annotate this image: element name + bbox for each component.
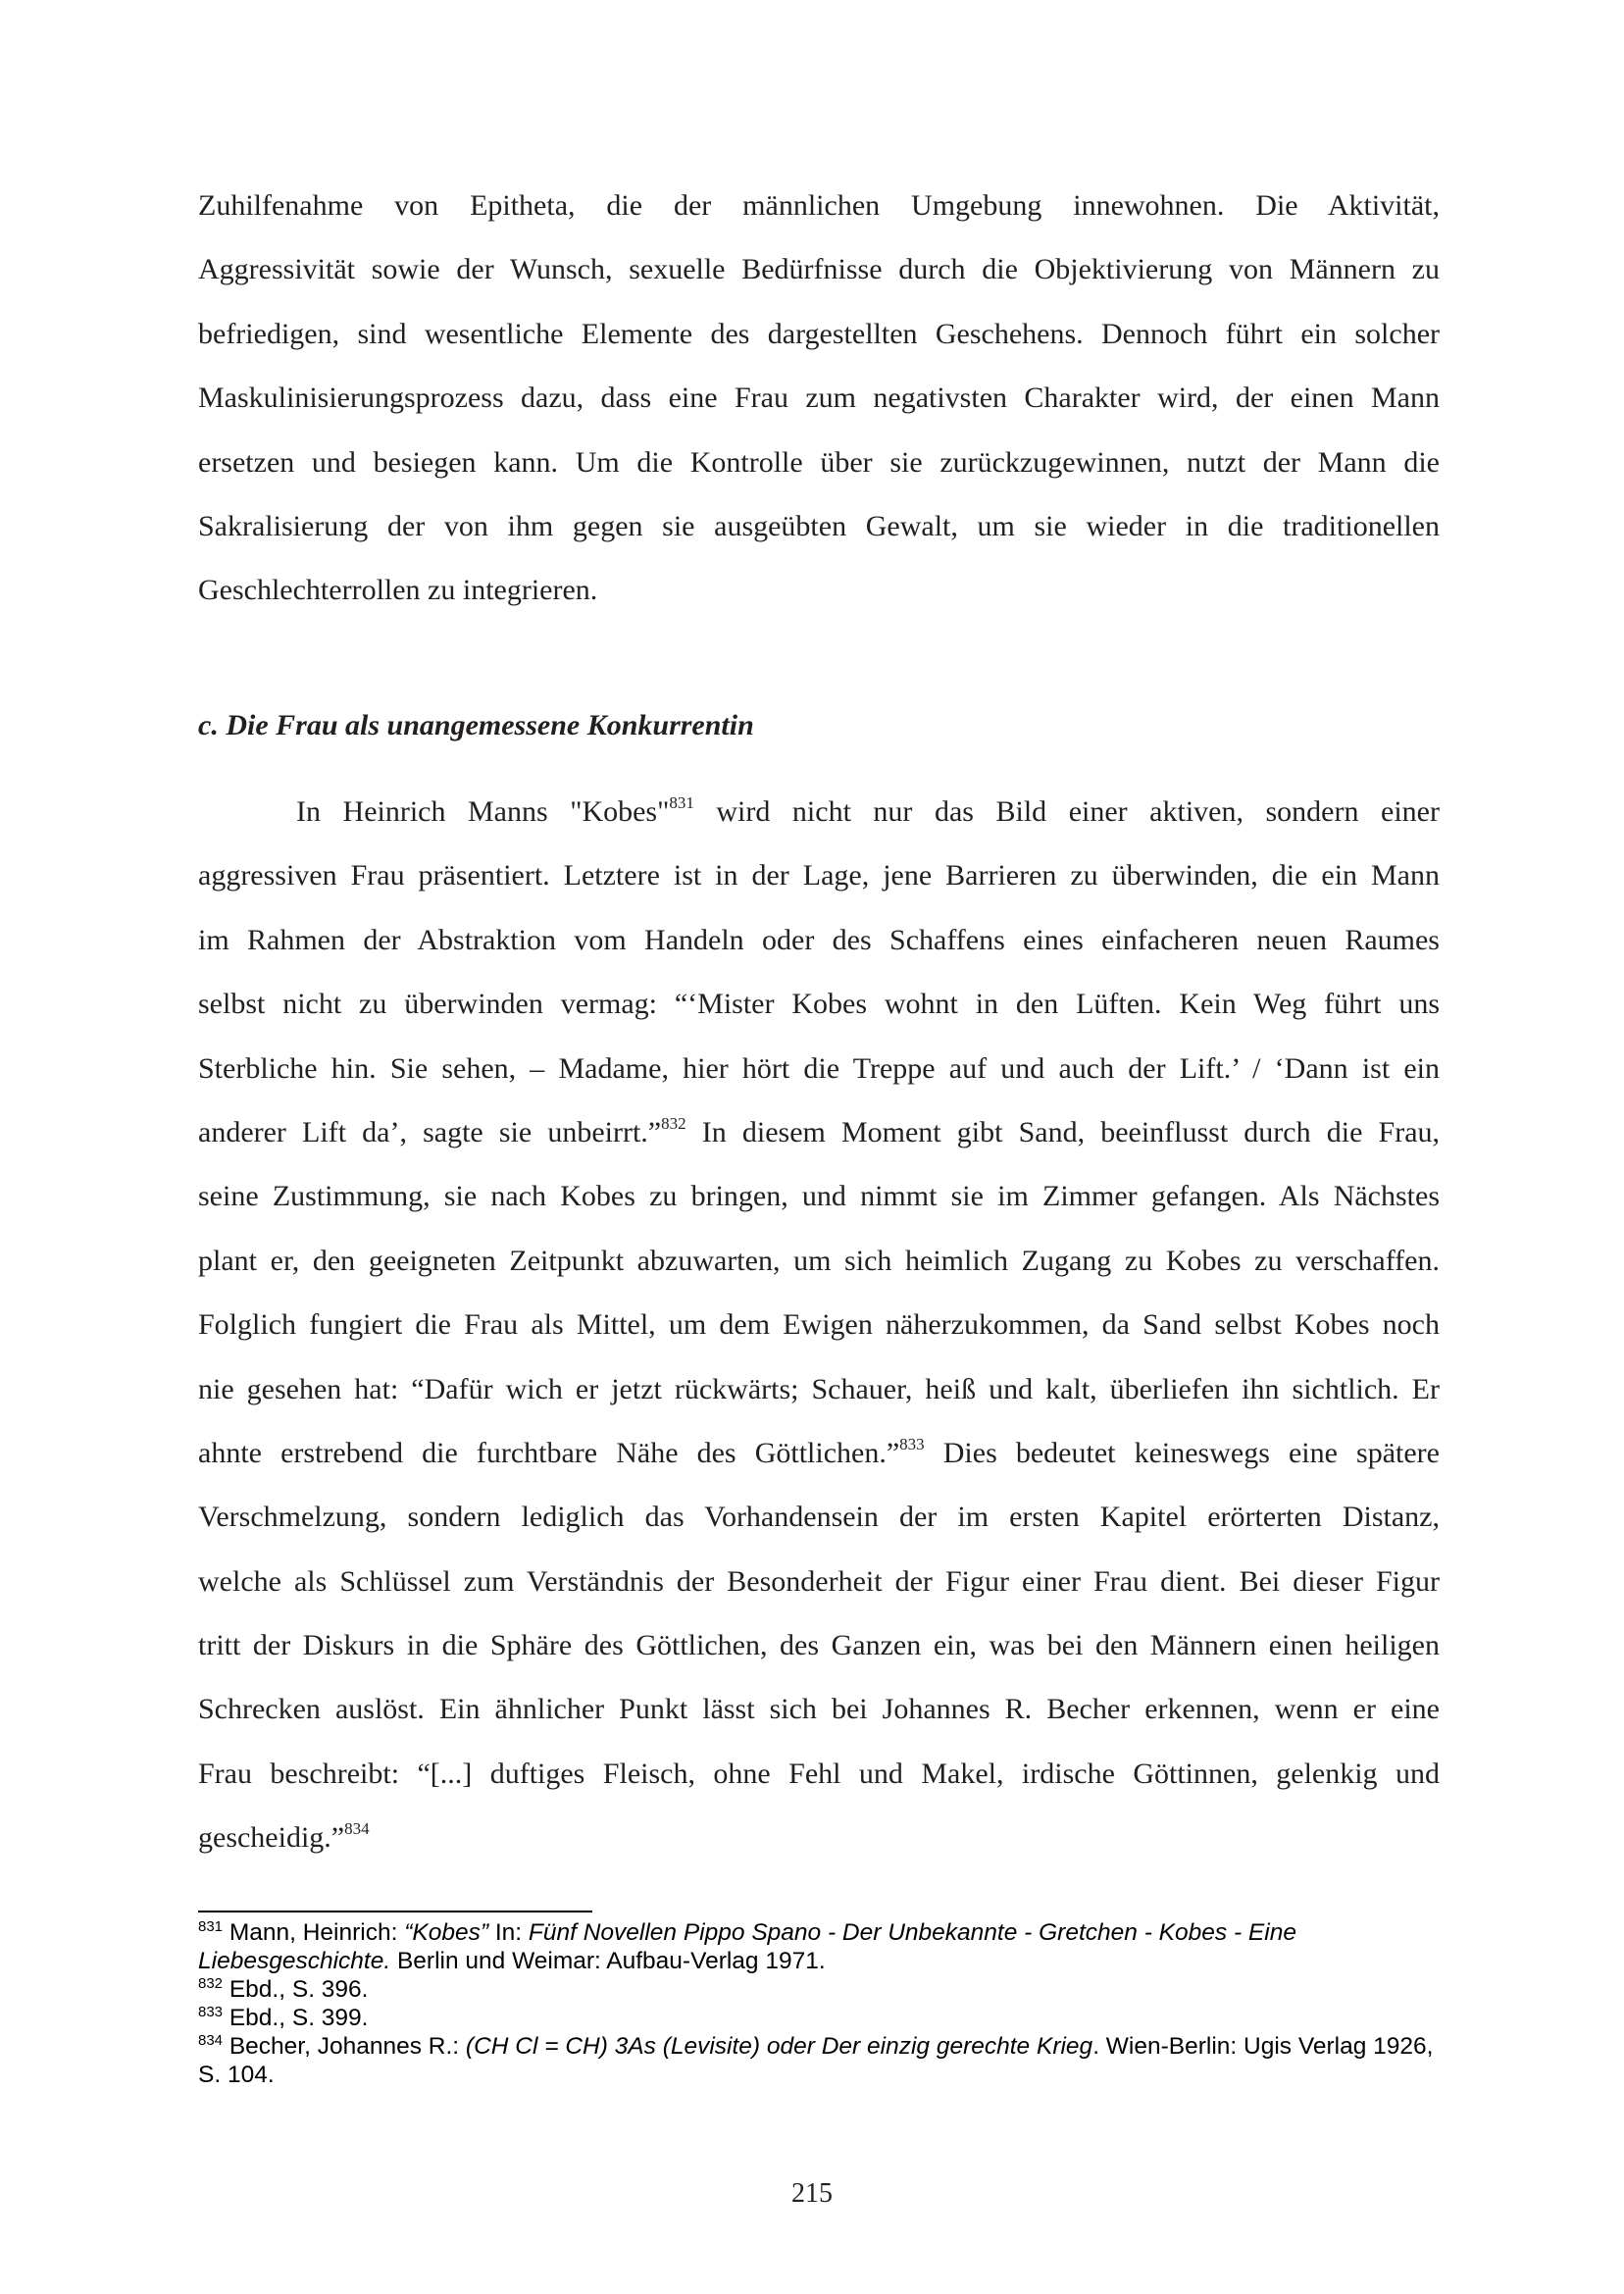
text-line: Sakralisierung der von ihm gegen sie ausgeübten Gewalt, um sie wieder in die traditionellen — [198, 509, 1440, 542]
text-fragment: ahnte erstrebend die furchtbare Nähe des Göttlichen.” — [198, 1436, 900, 1469]
text-fragment: In: — [488, 1919, 529, 1946]
text-line: Maskulinisierungsprozess dazu, dass eine Frau zum negativsten Charakter wird, der einen Mann — [198, 382, 1440, 415]
text-line: Frau beschreibt: “[...] duftiges Fleisch, ohne Fehl und Makel, irdische Göttinnen, gelenkig und — [198, 1757, 1440, 1790]
text-line: Folglich fungiert die Frau als Mittel, um dem Ewigen näherzukommen, da Sand selbst Kobes noch — [198, 1308, 1440, 1342]
text-fragment: anderer Lift da’, sagte sie unbeirrt.” — [198, 1115, 662, 1148]
footnote-ref-833[interactable]: 833 — [899, 1434, 925, 1453]
text-line: ersetzen und besiegen kann. Um die Kontrolle über sie zurückzugewinnen, nutzt der Mann die — [198, 445, 1440, 479]
text-line — [198, 1100, 1440, 1164]
text-fragment: Ebd., S. 399. — [223, 2005, 369, 2031]
footnote-ref-834[interactable]: 834 — [344, 1819, 370, 1839]
text-fragment: gescheidig.” — [198, 1821, 345, 1855]
footnote-ref-831[interactable]: 831 — [669, 793, 694, 812]
page-number: 215 — [791, 2178, 833, 2209]
text-line: selbst nicht zu überwinden vermag: “‘Mister Kobes wohnt in den Lüften. Kein Weg führt uns — [198, 988, 1440, 1021]
text-line: tritt der Diskurs in die Sphäre des Göttlichen, des Ganzen ein, was bei den Männern einen heiligen — [198, 1629, 1440, 1662]
text-line: plant er, den geeigneten Zeitpunkt abzuwarten, um sich heimlich Zugang zu Kobes zu verschaffen. — [198, 1244, 1440, 1277]
text-line: befriedigen, sind wesentliche Elemente des dargestellten Geschehens. Dennoch führt ein solcher — [198, 317, 1440, 350]
text-line: Schrecken auslöst. Ein ähnlicher Punkt lässt sich bei Johannes R. Becher erkennen, wenn er eine — [198, 1693, 1440, 1726]
text-fragment: (CH Cl = CH) 3As (Levisite) oder Der einzig gerechte Krieg — [465, 2033, 1093, 2060]
text-line — [198, 1421, 1440, 1485]
text-line — [198, 780, 1440, 843]
text-line: Verschmelzung, sondern lediglich das Vorhandensein der im ersten Kapitel erörterten Distanz, — [198, 1501, 1440, 1534]
text-fragment: In Heinrich Manns "Kobes" — [296, 795, 670, 828]
footnote-833 — [198, 2004, 1434, 2032]
footnote-number: 834 — [198, 2032, 224, 2049]
text-fragment: wird nicht nur das Bild einer aktiven, sondern einer — [693, 795, 1440, 828]
footnote-834 — [198, 2032, 1434, 2089]
footnote-number: 831 — [198, 1918, 224, 1935]
text-line: Sterbliche hin. Sie sehen, – Madame, hier hört die Treppe auf und auch der Lift.’ / ‘Dann ist ein — [198, 1051, 1440, 1085]
footnote-number: 832 — [198, 1975, 224, 1992]
text-fragment: Berlin und Weimar: Aufbau-Verlag 1971. — [390, 1948, 826, 1974]
footnotes — [198, 1918, 1434, 2089]
footnote-831 — [198, 1918, 1434, 1975]
text-line — [198, 1806, 1440, 1869]
section-heading: c. Die Frau als unangemessene Konkurrentin — [198, 709, 754, 741]
text-fragment: Fünf Novellen Pippo Spano - Der Unbekannte - Gretchen - Kobes - Eine Liebesgeschichte. — [198, 1919, 1296, 1974]
text-line: aggressiven Frau präsentiert. Letztere ist in der Lage, jene Barrieren zu überwinden, die ein Mann — [198, 859, 1440, 892]
text-line: im Rahmen der Abstraktion vom Handeln oder des Schaffens eines einfacheren neuen Raumes — [198, 923, 1440, 956]
footnote-832 — [198, 1975, 1434, 2004]
text-fragment: In diesem Moment gibt Sand, beeinflusst durch die Frau, — [685, 1115, 1441, 1148]
footnote-number: 833 — [198, 2004, 224, 2020]
text-line: seine Zustimmung, sie nach Kobes zu bringen, und nimmt sie im Zimmer gefangen. Als Nächstes — [198, 1180, 1440, 1213]
text-fragment: . Wien-Berlin: Ugis Verlag 1926, S. 104. — [198, 2033, 1434, 2088]
text-line: nie gesehen hat: “Dafür wich er jetzt rückwärts; Schauer, heiß und kalt, überliefen ihn sichtlich. Er — [198, 1372, 1440, 1405]
paragraph-continuation — [198, 174, 1440, 623]
text-line: Aggressivität sowie der Wunsch, sexuelle Bedürfnisse durch die Objektivierung von Männern zu — [198, 253, 1440, 286]
text-line: Geschlechterrollen zu integrieren. — [198, 574, 598, 607]
paragraph-kobes — [198, 780, 1440, 1870]
text-fragment: “Kobes” — [404, 1919, 489, 1946]
text-fragment: Dies bedeutet keineswegs eine spätere — [924, 1436, 1440, 1469]
text-line: Zuhilfenahme von Epitheta, die der männlichen Umgebung innewohnen. Die Aktivität, — [198, 189, 1440, 222]
text-fragment: Becher, Johannes R.: — [223, 2033, 466, 2060]
text-fragment: Ebd., S. 396. — [223, 1976, 369, 2003]
footnote-separator — [198, 1911, 592, 1912]
footnote-ref-832[interactable]: 832 — [661, 1113, 686, 1133]
text-fragment: Mann, Heinrich: — [223, 1919, 405, 1946]
text-line: welche als Schlüssel zum Verständnis der Besonderheit der Figur einer Frau dient. Bei dieser Figur — [198, 1564, 1440, 1598]
